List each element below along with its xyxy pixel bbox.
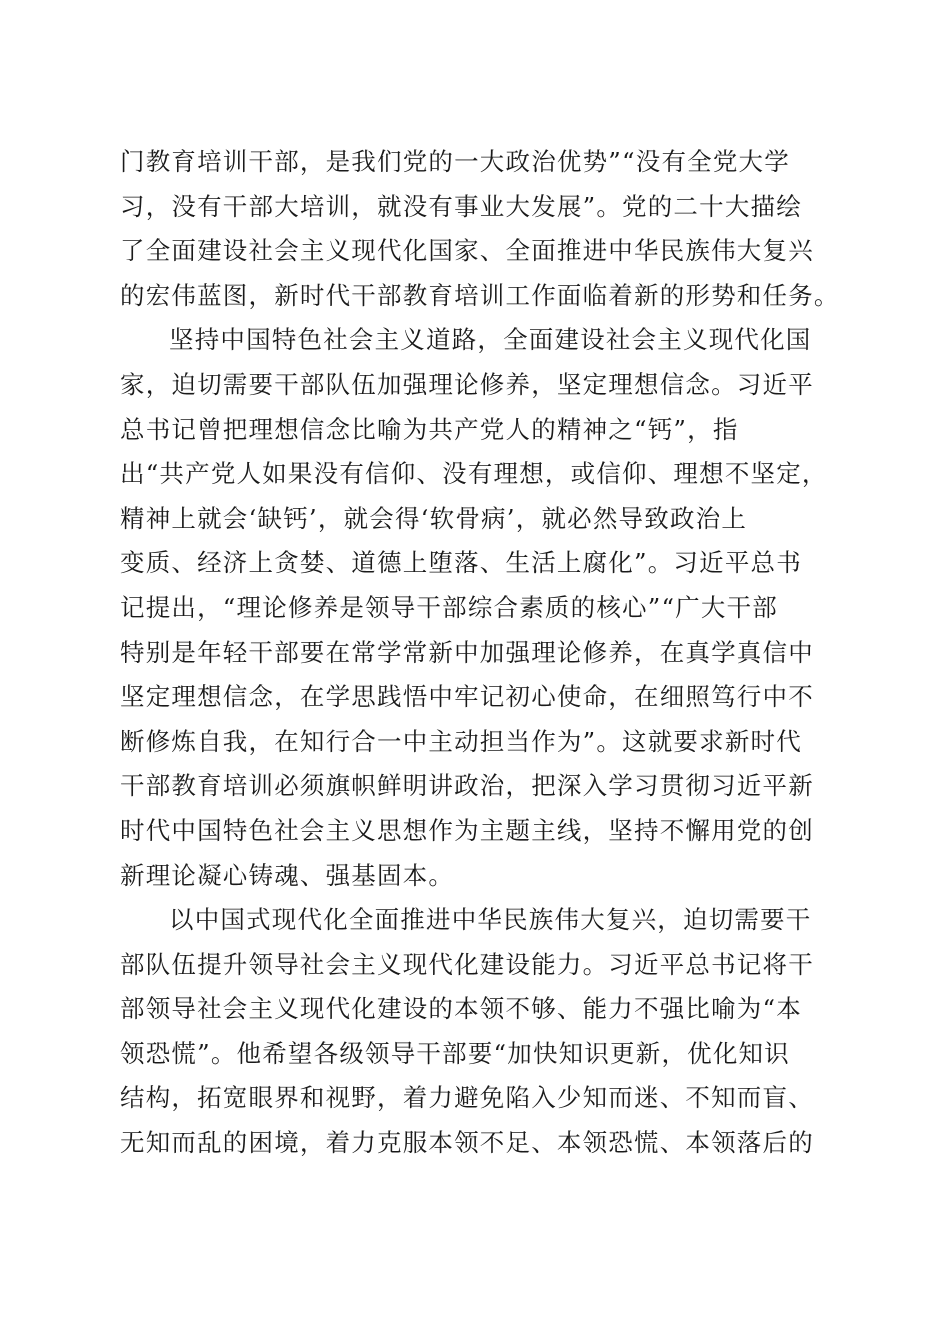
- text-line: 精神上就会‘缺钙’，就会得‘软骨病’，就必然导致政治上: [120, 503, 748, 533]
- text-line: 家，迫切需要干部队伍加强理论修养，坚定理想信念。习近平: [120, 369, 814, 399]
- paragraph-start-line: 坚持中国特色社会主义道路，全面建设社会主义现代化国: [169, 325, 812, 355]
- text-line: 断修炼自我，在知行合一中主动担当作为”。这就要求新时代: [120, 726, 802, 756]
- text-line: 时代中国特色社会主义思想作为主题主线，坚持不懈用党的创: [120, 815, 814, 845]
- text-line: 门教育培训干部，是我们党的一大政治优势”“没有全党大学: [120, 147, 790, 176]
- text-line: 特别是年轻干部要在常学常新中加强理论修养，在真学真信中: [120, 637, 814, 667]
- text-line: 出“共产党人如果没有信仰、没有理想，或信仰、理想不坚定，: [120, 459, 828, 489]
- text-line: 新理论凝心铸魂、强基固本。: [120, 860, 455, 890]
- text-line: 部领导社会主义现代化建设的本领不够、能力不强比喻为“本: [120, 994, 802, 1024]
- text-line: 记提出，“理论修养是领导干部综合素质的核心”“广大干部: [120, 592, 778, 622]
- text-line: 的宏伟蓝图，新时代干部教育培训工作面临着新的形势和任务。: [120, 280, 840, 310]
- text-line: 干部教育培训必须旗帜鲜明讲政治，把深入学习贯彻习近平新: [120, 771, 814, 801]
- body-text: [120, 140, 840, 1166]
- paragraph-start-line: 以中国式现代化全面推进中华民族伟大复兴，迫切需要干: [169, 905, 812, 935]
- text-line: 了全面建设社会主义现代化国家、全面推进中华民族伟大复兴: [120, 236, 814, 266]
- text-line: 变质、经济上贪婪、道德上堕落、生活上腐化”。习近平总书: [120, 548, 802, 578]
- text-line: 习，没有干部大培训，就没有事业大发展”。党的二十大描绘: [120, 191, 802, 221]
- text-line: 部队伍提升领导社会主义现代化建设能力。习近平总书记将干: [120, 949, 814, 979]
- text-line: 坚定理想信念，在学思践悟中牢记初心使命，在细照笃行中不: [120, 682, 814, 712]
- text-line: 无知而乱的困境，着力克服本领不足、本领恐慌、本领落后的: [120, 1128, 814, 1158]
- text-line: 总书记曾把理想信念比喻为共产党人的精神之“钙”，指: [120, 414, 739, 444]
- text-line: 结构，拓宽眼界和视野，着力避免陷入少知而迷、不知而盲、: [120, 1083, 814, 1113]
- text-line: 领恐慌”。他希望各级领导干部要“加快知识更新，优化知识: [120, 1038, 790, 1068]
